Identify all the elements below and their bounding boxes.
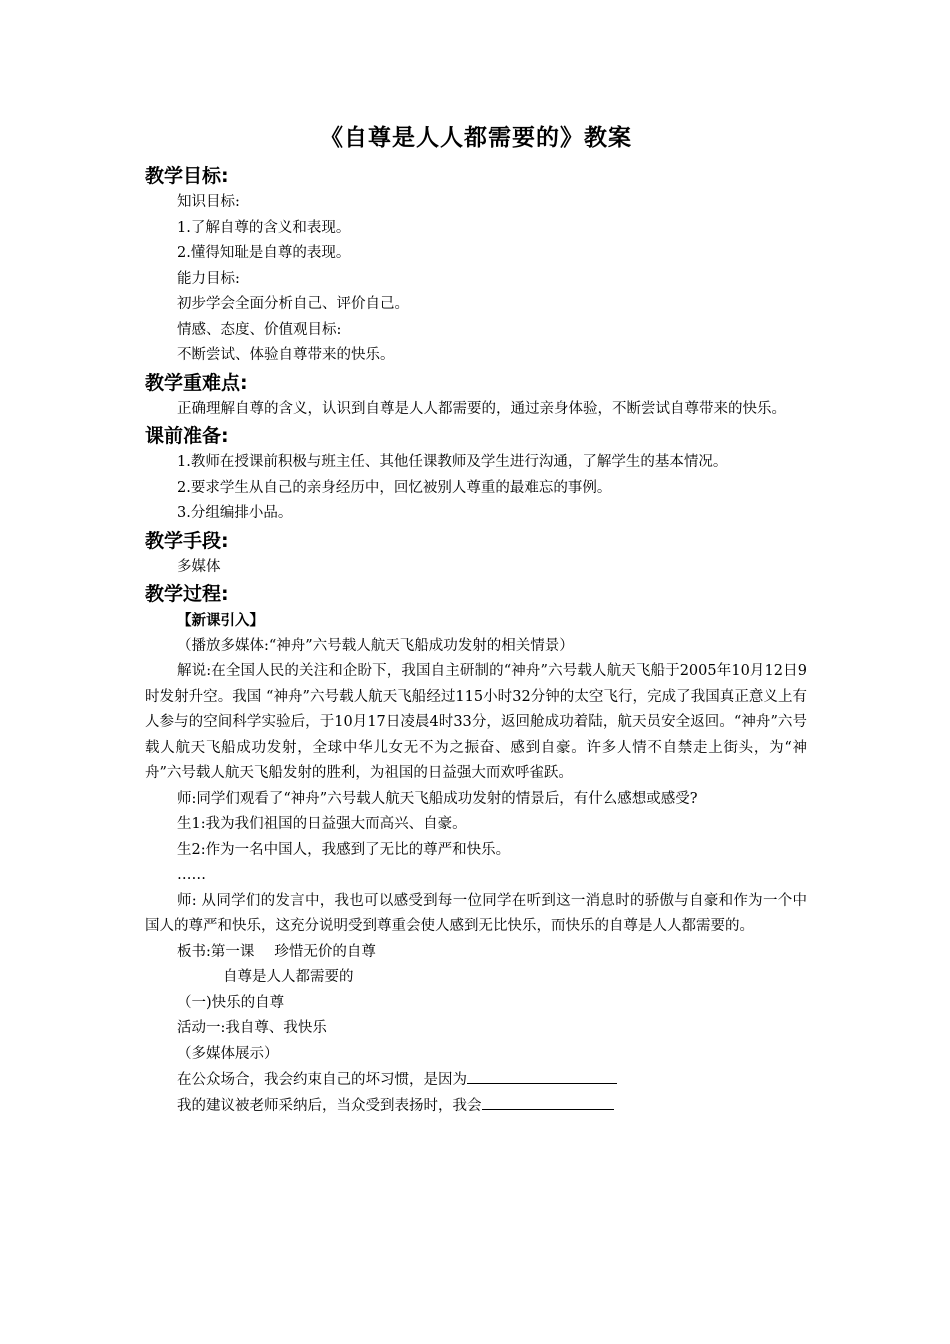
media-note: （播放多媒体:“神舟”六号载人航天飞船成功发射的相关情景）: [177, 637, 574, 654]
preparation-heading: 课前准备:: [145, 425, 229, 447]
fill-blank-2: [482, 1093, 614, 1110]
preparation-line: 1.教师在授课前积极与班主任、其他任课教师及学生进行沟通，了解学生的基本情况。: [177, 454, 728, 470]
fill-prompt-1: 在公众场合，我会约束自己的坏习惯，是因为: [177, 1072, 467, 1088]
fill-prompt-2: 我的建议被老师采纳后，当众受到表扬时，我会: [177, 1097, 482, 1114]
fill-in-line-2: [145, 1093, 807, 1119]
process-heading: 教学过程:: [145, 583, 229, 605]
fill-in-line-1: [145, 1067, 807, 1093]
board-lesson-title: 珍惜无价的自尊: [274, 943, 376, 960]
objectives-line: 情感、态度、价值观目标:: [177, 321, 342, 338]
student-answer-1: 生1:我为我们祖国的日益强大而高兴、自豪。: [177, 816, 467, 832]
objectives-line: 2.懂得知耻是自尊的表现。: [177, 245, 351, 261]
objectives-heading: 教学目标:: [145, 165, 229, 187]
objectives-line: 1.了解自尊的含义和表现。: [177, 219, 351, 236]
fill-blank-1: [467, 1067, 617, 1084]
document-body: [145, 118, 807, 1118]
student-answer-2: 生2:作为一名中国人，我感到了无比的尊严和快乐。: [177, 841, 511, 858]
board-subtitle: 自尊是人人都需要的: [223, 969, 354, 985]
teacher-question: 师:同学们观看了“神舟”六号载人航天飞船成功发射的情景后，有什么感想或感受?: [177, 790, 698, 807]
teacher-summary: 师: 从同学们的发言中，我也可以感受到每一位同学在听到这一消息时的骄傲与自豪和作为一个中国人的尊严和快乐，这充分说明受到尊重会使人感到无比快乐，而快乐的自尊是人人都需要的。: [145, 892, 807, 934]
board-label: 板书:第一课: [177, 943, 255, 960]
part-one-heading: （一)快乐的自尊: [177, 994, 285, 1011]
means-text: 多媒体: [177, 558, 221, 575]
means-heading: 教学手段:: [145, 529, 229, 552]
narration-paragraph: 解说:在全国人民的关注和企盼下，我国自主研制的“神舟”六号载人航天飞船于2005年10月12日9时发射升空。我国 “神舟”六号载人航天飞船经过115小时32分钟的太空飞行，完成了我国真正意义上有人参与的空间科学实验后，于10月17日凌晨4时33分，返回舱成功着陆，航天员安全返回。“神舟”六号载人航天飞船成功发射，全球中华儿女无不为之振奋、感到自豪。许多人情不自禁走上街头，为“神舟”六号载人航天飞船发射的胜利，为祖国的日益强大而欢呼雀跃。: [145, 663, 807, 781]
preparation-line: 3.分组编排小品。: [177, 505, 293, 521]
media-show-note: （多媒体展示）: [177, 1045, 279, 1062]
ellipsis: ……: [177, 867, 206, 883]
objectives-line: 知识目标:: [177, 194, 240, 210]
new-lesson-intro-label: 【新课引入】: [177, 612, 264, 629]
key-points-text: 正确理解自尊的含义，认识到自尊是人人都需要的，通过亲身体验，不断尝试自尊带来的快乐。: [177, 400, 786, 417]
preparation-line: 2.要求学生从自己的亲身经历中，回忆被别人尊重的最难忘的事例。: [177, 479, 612, 496]
objectives-line: 初步学会全面分析自己、评价自己。: [177, 296, 409, 312]
document-title: 《自尊是人人都需要的》教案: [320, 125, 632, 151]
activity-one: 活动一:我自尊、我快乐: [177, 1020, 327, 1036]
key-points-heading: 教学重难点:: [145, 371, 248, 394]
objectives-line: 不断尝试、体验自尊带来的快乐。: [177, 347, 395, 363]
board-writing: [145, 940, 807, 966]
objectives-line: 能力目标:: [177, 270, 240, 287]
